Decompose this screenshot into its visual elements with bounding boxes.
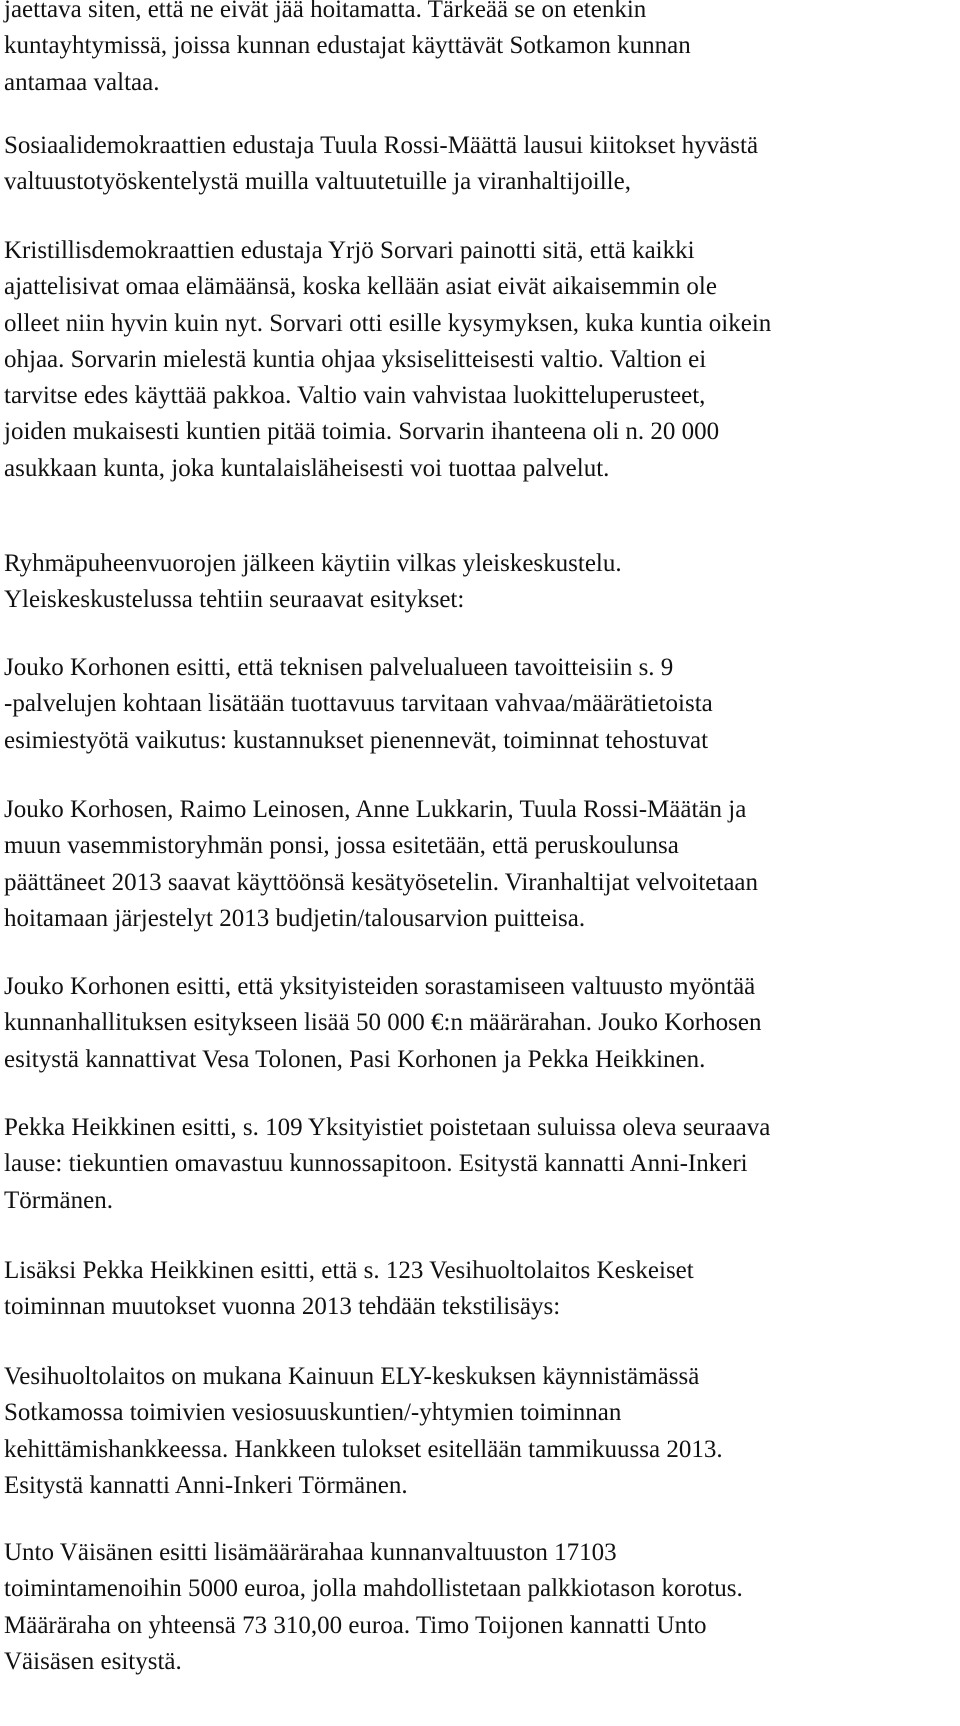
text-line: Pekka Heikkinen esitti, s. 109 Yksityistiet poistetaan suluissa oleva seuraava xyxy=(4,1114,771,1141)
text-line: esitystä kannattivat Vesa Tolonen, Pasi Korhonen ja Pekka Heikkinen. xyxy=(4,1045,706,1073)
text-line: antamaa valtaa. xyxy=(4,68,160,96)
text-line: Vesihuoltolaitos on mukana Kainuun ELY-keskuksen käynnistämässä xyxy=(4,1363,700,1390)
text-line: ohjaa. Sorvarin mielestä kuntia ohjaa yksiselitteisesti valtio. Valtion ei xyxy=(4,345,707,373)
text-line: Kristillisdemokraattien edustaja Yrjö Sorvari painotti sitä, että kaikki xyxy=(4,237,695,264)
paragraph-10 xyxy=(4,1359,954,1504)
paragraph-2 xyxy=(4,128,954,201)
paragraph-4 xyxy=(4,546,954,619)
text-line: asukkaan kunta, joka kuntalaisläheisesti voi tuottaa palvelut. xyxy=(4,454,610,482)
text-line: Ryhmäpuheenvuorojen jälkeen käytiin vilkas yleiskeskustelu. xyxy=(4,550,622,577)
text-line: esimiestyötä vaikutus: kustannukset pienennevät, toiminnat tehostuvat xyxy=(4,726,709,754)
text-line: kunnanhallituksen esitykseen lisää 50 000 €:n määrärahan. Jouko Korhosen xyxy=(4,1009,762,1037)
text-line: Määräraha on yhteensä 73 310,00 euroa. Timo Toijonen kannatti Unto xyxy=(4,1611,707,1639)
text-line: päättäneet 2013 saavat käyttöönsä kesätyösetelin. Viranhaltijat velvoitetaan xyxy=(4,868,759,896)
paragraph-3 xyxy=(4,233,954,487)
text-line: muun vasemmistoryhmän ponsi, jossa esitetään, että peruskoulunsa xyxy=(4,832,679,860)
text-line: toiminnan muutokset vuonna 2013 tehdään tekstilisäys: xyxy=(4,1293,561,1321)
text-line: -palvelujen kohtaan lisätään tuottavuus tarvitaan vahvaa/määrätietoista xyxy=(4,690,713,718)
text-line: Lisäksi Pekka Heikkinen esitti, että s. 123 Vesihuoltolaitos Keskeiset xyxy=(4,1257,694,1284)
text-line: Väisäsen esitystä. xyxy=(4,1647,182,1675)
text-line: hoitamaan järjestelyt 2013 budjetin/talousarvion puitteisa. xyxy=(4,904,586,932)
text-line: lause: tiekuntien omavastuu kunnossapitoon. Esitystä kannatti Anni-Inkeri xyxy=(4,1150,748,1178)
paragraph-7 xyxy=(4,969,954,1078)
text-line: kuntayhtymissä, joissa kunnan edustajat käyttävät Sotkamon kunnan xyxy=(4,32,691,60)
text-line: Sotkamossa toimivien vesiosuuskuntien/-yhtymien toiminnan xyxy=(4,1399,622,1427)
text-line: Jouko Korhosen, Raimo Leinosen, Anne Lukkarin, Tuula Rossi-Määtän ja xyxy=(4,796,747,823)
text-line: Jouko Korhonen esitti, että teknisen palvelualueen tavoitteisiin s. 9 xyxy=(4,654,674,681)
text-line: Yleiskeskustelussa tehtiin seuraavat esitykset: xyxy=(4,586,465,614)
text-line: toimintamenoihin 5000 euroa, jolla mahdollistetaan palkkiotason korotus. xyxy=(4,1575,743,1603)
paragraph-1 xyxy=(4,0,954,101)
text-line: Törmänen. xyxy=(4,1186,113,1214)
text-line: jaettava siten, että ne eivät jää hoitamatta. Tärkeää se on etenkin xyxy=(4,0,647,23)
paragraph-11 xyxy=(4,1535,954,1680)
text-line: Jouko Korhonen esitti, että yksityisteiden sorastamiseen valtuusto myöntää xyxy=(4,973,756,1000)
text-line: Unto Väisänen esitti lisämäärärahaa kunnanvaltuuston 17103 xyxy=(4,1539,617,1566)
text-line: tarvitse edes käyttää pakkoa. Valtio vain vahvistaa luokitteluperusteet, xyxy=(4,382,706,410)
text-line: olleet niin hyvin kuin nyt. Sorvari otti esille kysymyksen, kuka kuntia oikein xyxy=(4,309,772,337)
text-line: kehittämishankkeessa. Hankkeen tulokset esitellään tammikuussa 2013. xyxy=(4,1435,723,1463)
paragraph-5 xyxy=(4,650,954,759)
paragraph-8 xyxy=(4,1110,954,1219)
text-line: joiden mukaisesti kuntien pitää toimia. Sorvarin ihanteena oli n. 20 000 xyxy=(4,418,720,446)
text-line: ajattelisivat omaa elämäänsä, koska kellään asiat eivät aikaisemmin ole xyxy=(4,273,717,301)
paragraph-6 xyxy=(4,792,954,937)
paragraph-9 xyxy=(4,1253,954,1326)
text-line: valtuustotyöskentelystä muilla valtuutetuille ja viranhaltijoille, xyxy=(4,168,631,196)
text-line: Esitystä kannatti Anni-Inkeri Törmänen. xyxy=(4,1471,408,1499)
text-line: Sosiaalidemokraattien edustaja Tuula Rossi-Määttä lausui kiitokset hyvästä xyxy=(4,132,759,159)
